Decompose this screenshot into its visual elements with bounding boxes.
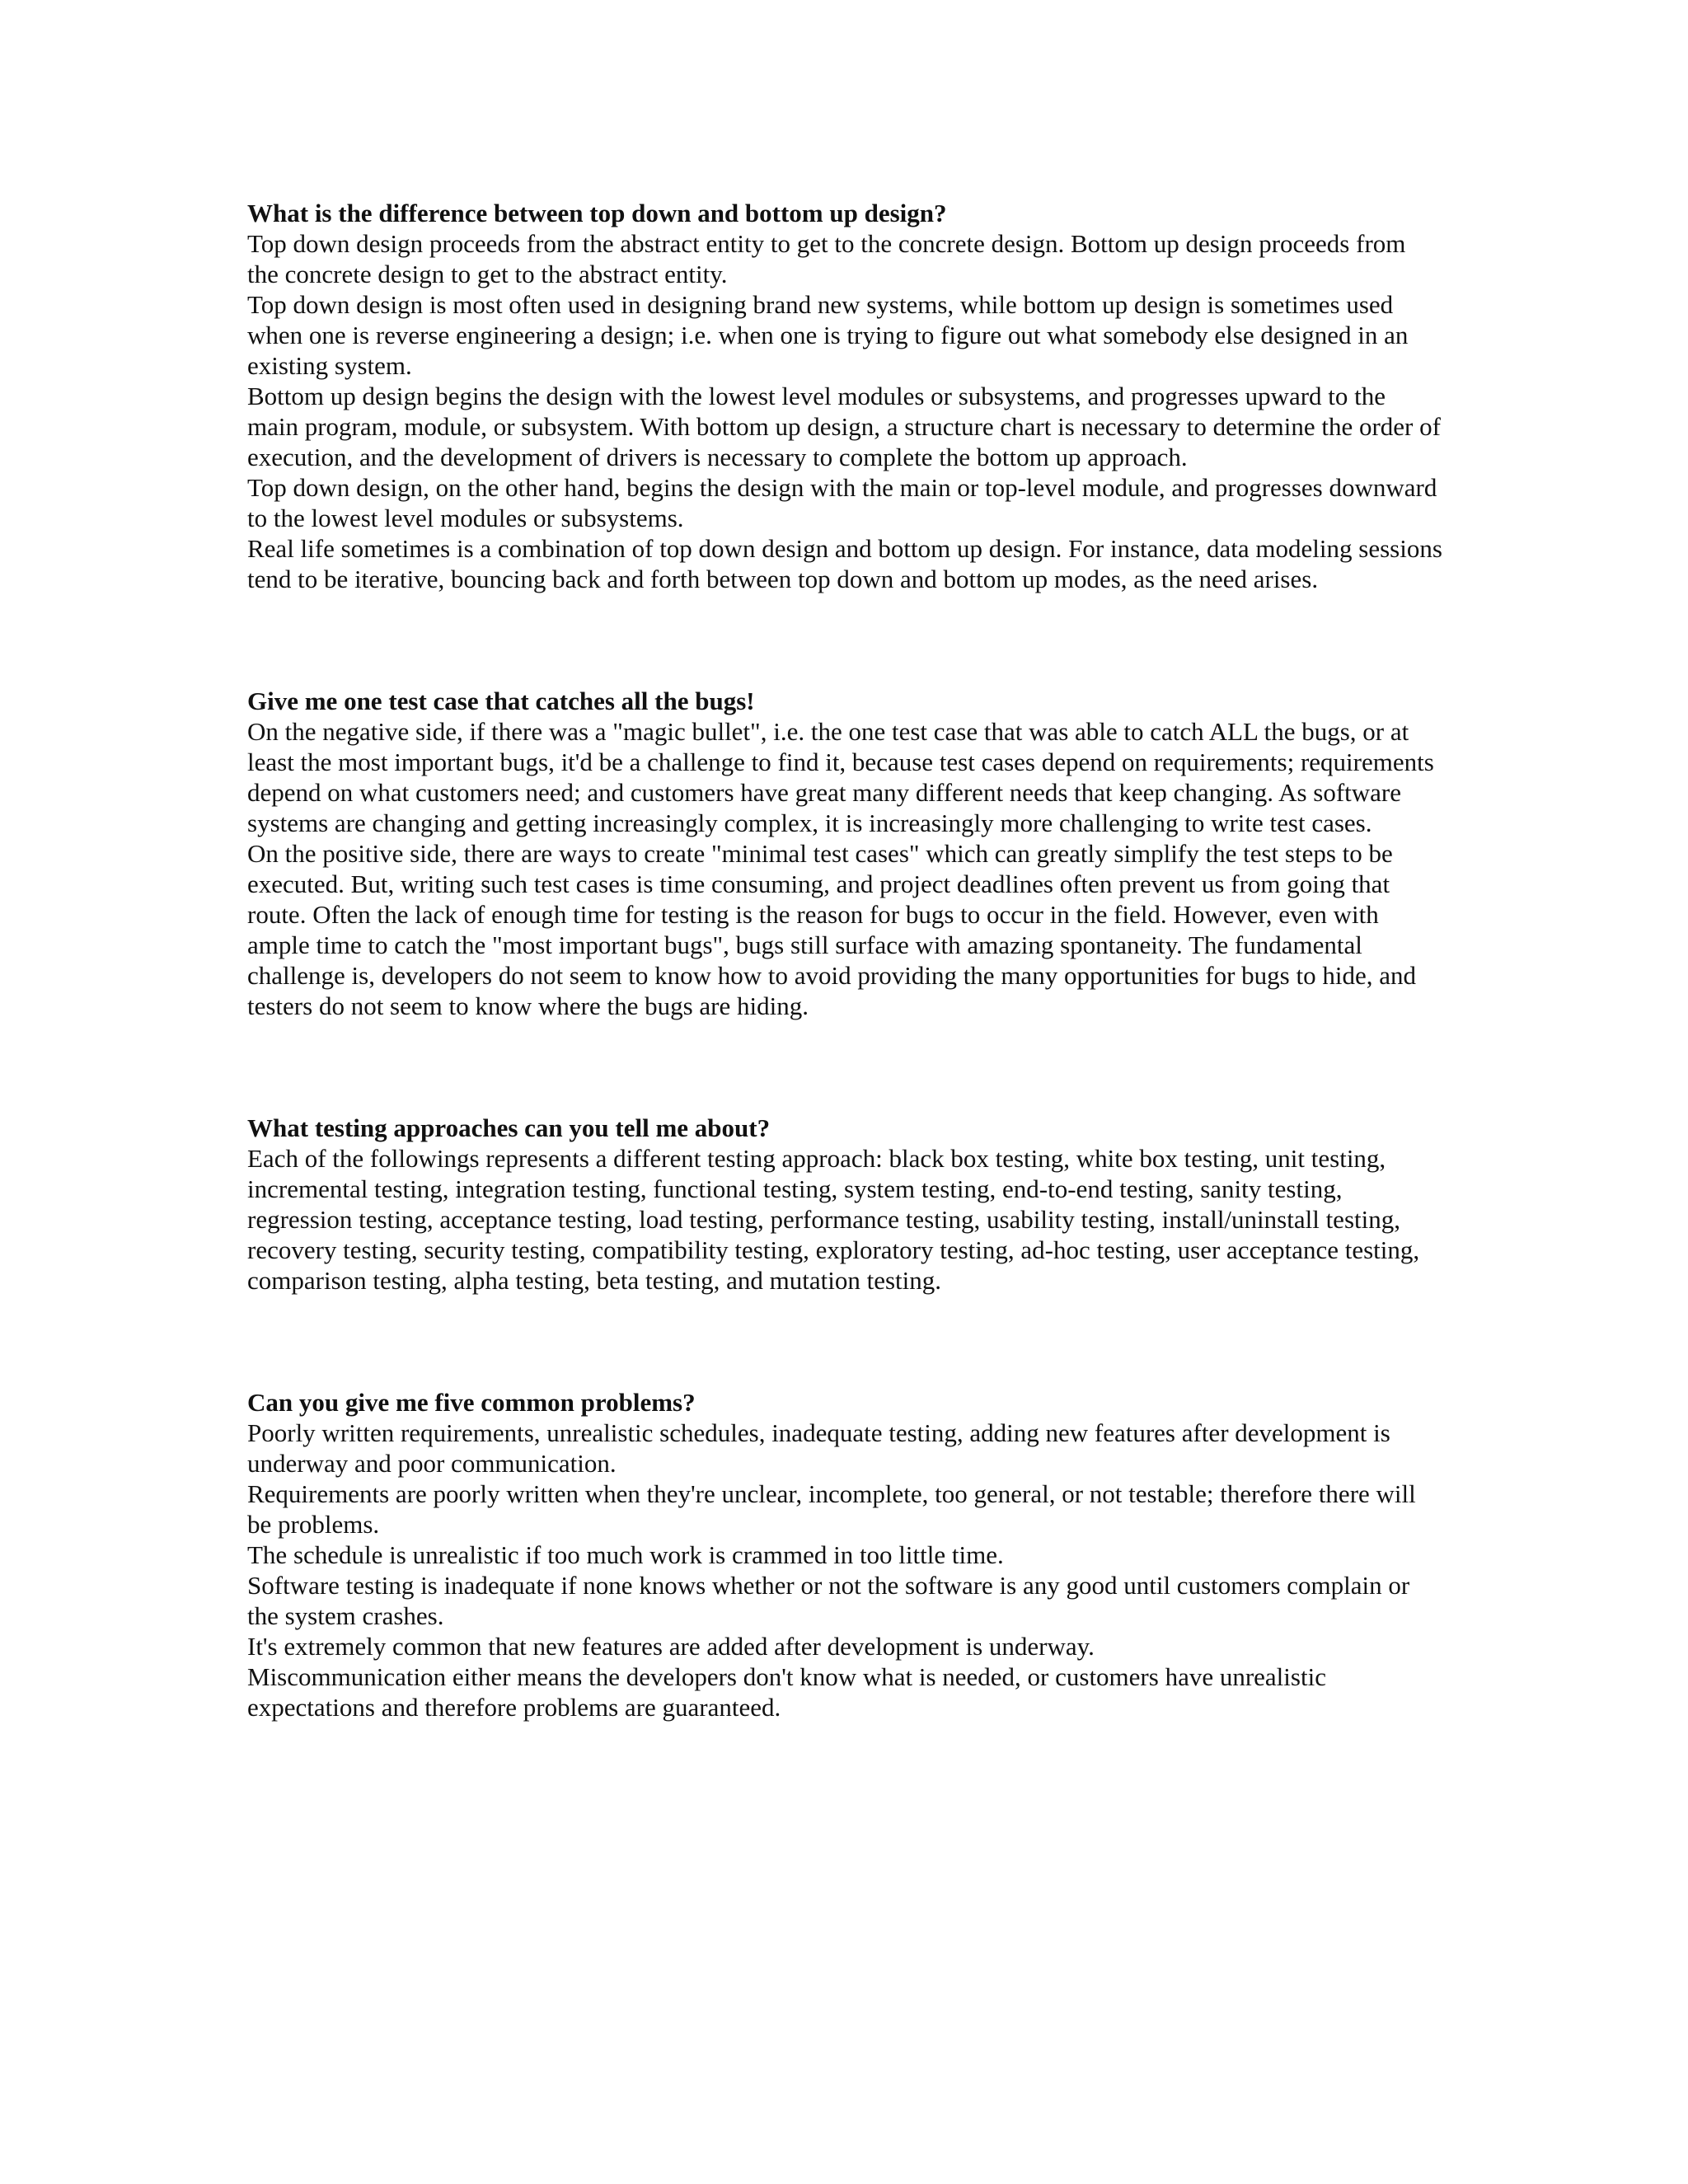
paragraph: Poorly written requirements, unrealistic schedules, inadequate testing, adding new features after development is underway and poor communication.	[247, 1418, 1390, 1478]
paragraph: Requirements are poorly written when they're unclear, incomplete, too general, or not testable; therefore there will be problems.	[247, 1479, 1416, 1539]
paragraph: Miscommunication either means the developers don't know what is needed, or customers have unrealistic expectations and therefore problems are guaranteed.	[247, 1662, 1326, 1722]
section-heading: Can you give me five common problems?	[247, 1388, 696, 1417]
paragraph: Bottom up design begins the design with the lowest level modules or subsystems, and progresses upward to the main program, module, or subsystem. With bottom up design, a structure chart is necessary to determine the order of execution, and the development of drivers is necessary to complete the bottom up approach.	[247, 382, 1441, 471]
paragraph: On the positive side, there are ways to create "minimal test cases" which can greatly simplify the test steps to be executed. But, writing such test cases is time consuming, and project deadlines often prevent us from going that route. Often the lack of enough time for testing is the reason for bugs to occur in the field. However, even with ample time to catch the "most important bugs", bugs still surface with amazing spontaneity. The fundamental challenge is, developers do not seem to know how to avoid providing the many opportunities for bugs to hide, and testers do not seem to know where the bugs are hiding.	[247, 839, 1416, 1020]
paragraph: On the negative side, if there was a "magic bullet", i.e. the one test case that was able to catch ALL the bugs, or at least the most important bugs, it'd be a challenge to find it, because test cases depend on requirements; requirements depend on what customers need; and customers have great many different needs that keep changing. As software systems are changing and getting increasingly complex, it is increasingly more challenging to write test cases.	[247, 717, 1434, 837]
document-body	[247, 198, 1442, 1722]
paragraph: It's extremely common that new features are added after development is underway.	[247, 1632, 1095, 1661]
paragraph: Real life sometimes is a combination of top down design and bottom up design. For instance, data modeling sessions tend to be iterative, bouncing back and forth between top down and bottom up modes, as the need arises.	[247, 534, 1442, 593]
section-heading: What testing approaches can you tell me about?	[247, 1113, 771, 1142]
paragraph: Top down design, on the other hand, begins the design with the main or top-level module, and progresses downward to the lowest level modules or subsystems.	[247, 473, 1437, 532]
paragraph: Software testing is inadequate if none knows whether or not the software is any good until customers complain or the system crashes.	[247, 1571, 1410, 1630]
section-common-problems	[247, 1387, 1442, 1722]
paragraph: Top down design is most often used in designing brand new systems, while bottom up design is sometimes used when one is reverse engineering a design; i.e. when one is trying to figure out what somebody else designed in an existing system.	[247, 290, 1409, 380]
paragraph: Top down design proceeds from the abstract entity to get to the concrete design. Bottom up design proceeds from the concrete design to get to the abstract entity.	[247, 229, 1406, 288]
section-heading: Give me one test case that catches all the bugs!	[247, 687, 755, 715]
section-testing-approaches	[247, 1113, 1442, 1296]
section-top-down-bottom-up	[247, 198, 1442, 594]
paragraph: The schedule is unrealistic if too much work is crammed in too little time.	[247, 1540, 1004, 1569]
section-one-test-case	[247, 686, 1442, 1021]
section-heading: What is the difference between top down and bottom up design?	[247, 199, 947, 227]
paragraph: Each of the followings represents a different testing approach: black box testing, white box testing, unit testing, incremental testing, integration testing, functional testing, system testing, end-to-end testing, sanity testing, regression testing, acceptance testing, load testing, performance testing, usability testing, install/uninstall testing, recovery testing, security testing, compatibility testing, exploratory testing, ad-hoc testing, user acceptance testing, comparison testing, alpha testing, beta testing, and mutation testing.	[247, 1144, 1420, 1295]
